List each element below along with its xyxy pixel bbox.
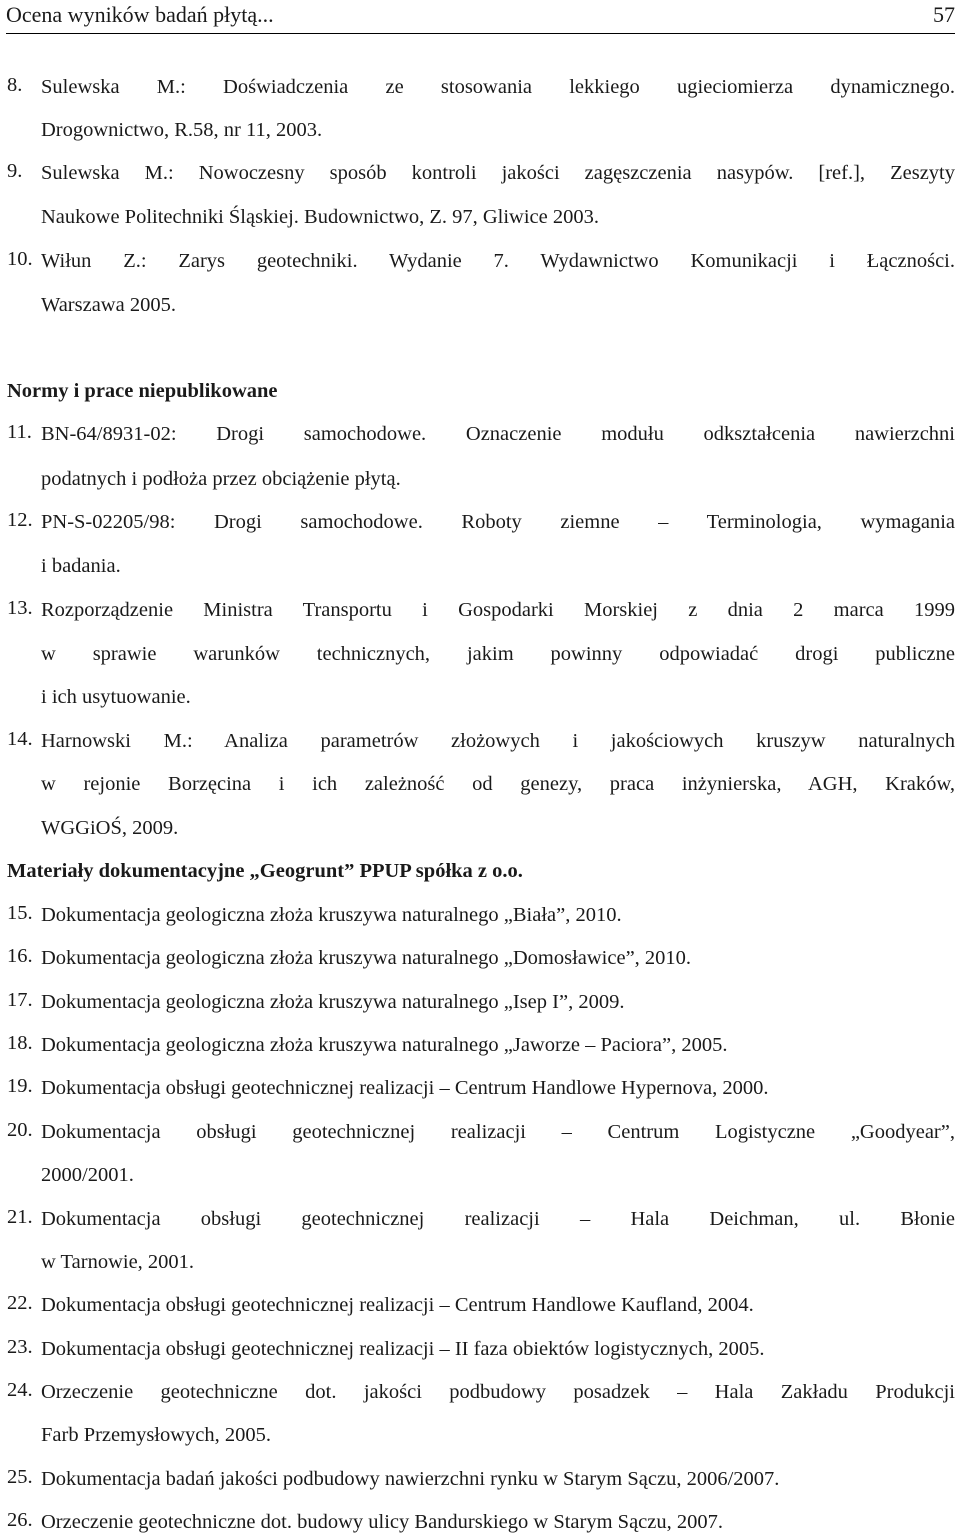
- ref-text-line: podatnych i podłoża przez obciążenie płytą.: [41, 468, 401, 490]
- ref-number: 15.: [7, 902, 33, 924]
- ref-text-line: Dokumentacja obsługi geotechnicznej realizacji – Hala Deichman, ul. Błonie: [41, 1208, 955, 1230]
- ref-text-line: Drogownictwo, R.58, nr 11, 2003.: [41, 119, 323, 141]
- ref-number: 19.: [7, 1075, 33, 1097]
- ref-text-line: i ich usytuowanie.: [41, 686, 191, 708]
- ref-number: 26.: [7, 1509, 33, 1531]
- ref-text-line: Harnowski M.: Analiza parametrów złożowych i jakościowych kruszyw naturalnych: [41, 730, 955, 752]
- ref-text-line: Orzeczenie geotechniczne dot. budowy ulicy Bandurskiego w Starym Sączu, 2007.: [41, 1511, 723, 1533]
- running-title: Ocena wyników badań płytą...: [6, 2, 274, 27]
- ref-text-line: Dokumentacja geologiczna złoża kruszywa naturalnego „Isep I”, 2009.: [41, 991, 625, 1013]
- section-heading-norms: Normy i prace niepublikowane: [7, 380, 278, 402]
- ref-text-line: Dokumentacja geologiczna złoża kruszywa naturalnego „Biała”, 2010.: [41, 904, 622, 926]
- ref-number: 16.: [7, 945, 33, 967]
- section-heading-materials: Materiały dokumentacyjne „Geogrunt” PPUP spółka z o.o.: [7, 860, 523, 882]
- ref-text-line: Dokumentacja obsługi geotechnicznej realizacji – Centrum Handlowe Kaufland, 2004.: [41, 1294, 754, 1316]
- ref-text-line: Dokumentacja geologiczna złoża kruszywa naturalnego „Domosławice”, 2010.: [41, 947, 692, 969]
- ref-text-line: i badania.: [41, 555, 121, 577]
- ref-text-line: Sulewska M.: Nowoczesny sposób kontroli jakości zagęszczenia nasypów. [ref.], Zeszyty: [41, 162, 955, 184]
- ref-number: 8.: [7, 74, 23, 96]
- ref-number: 23.: [7, 1336, 33, 1358]
- ref-text-line: BN-64/8931-02: Drogi samochodowe. Oznaczenie modułu odkształcenia nawierzchni: [41, 423, 955, 445]
- ref-number: 14.: [7, 728, 33, 750]
- ref-number: 20.: [7, 1119, 33, 1141]
- ref-text-line: Sulewska M.: Doświadczenia ze stosowania lekkiego ugieciomierza dynamicznego.: [41, 76, 955, 98]
- ref-text-line: Dokumentacja obsługi geotechnicznej realizacji – Centrum Handlowe Hypernova, 2000.: [41, 1077, 769, 1099]
- ref-number: 18.: [7, 1032, 33, 1054]
- ref-text-line: w rejonie Borzęcina i ich zależność od genezy, praca inżynierska, AGH, Kraków,: [41, 773, 955, 795]
- ref-text-line: w Tarnowie, 2001.: [41, 1251, 195, 1273]
- ref-text-line: WGGiOŚ, 2009.: [41, 817, 179, 839]
- ref-number: 17.: [7, 989, 33, 1011]
- ref-text-line: Wiłun Z.: Zarys geotechniki. Wydanie 7. Wydawnictwo Komunikacji i Łączności.: [41, 250, 955, 272]
- ref-text-line: Dokumentacja obsługi geotechnicznej realizacji – Centrum Logistyczne „Goodyear”,: [41, 1121, 955, 1143]
- ref-text-line: 2000/2001.: [41, 1164, 134, 1186]
- ref-text-line: w sprawie warunków technicznych, jakim powinny odpowiadać drogi publiczne: [41, 643, 955, 665]
- ref-number: 11.: [7, 421, 32, 443]
- page-header: [6, 0, 955, 34]
- ref-text-line: PN-S-02205/98: Drogi samochodowe. Roboty ziemne – Terminologia, wymagania: [41, 511, 955, 533]
- ref-number: 9.: [7, 160, 23, 182]
- ref-text-line: Dokumentacja obsługi geotechnicznej realizacji – II faza obiektów logistycznych, 2005.: [41, 1338, 765, 1360]
- ref-text-line: Dokumentacja geologiczna złoża kruszywa naturalnego „Jaworze – Paciora”, 2005.: [41, 1034, 728, 1056]
- ref-number: 10.: [7, 248, 33, 270]
- ref-text-line: Rozporządzenie Ministra Transportu i Gospodarki Morskiej z dnia 2 marca 1999: [41, 599, 955, 621]
- ref-number: 12.: [7, 509, 33, 531]
- ref-text-line: Farb Przemysłowych, 2005.: [41, 1424, 272, 1446]
- ref-number: 13.: [7, 597, 33, 619]
- ref-text-line: Orzeczenie geotechniczne dot. jakości podbudowy posadzek – Hala Zakładu Produkcji: [41, 1381, 955, 1403]
- ref-number: 21.: [7, 1206, 33, 1228]
- ref-number: 24.: [7, 1379, 33, 1401]
- ref-number: 22.: [7, 1292, 33, 1314]
- ref-text-line: Naukowe Politechniki Śląskiej. Budownictwo, Z. 97, Gliwice 2003.: [41, 206, 599, 228]
- ref-text-line: Warszawa 2005.: [41, 294, 176, 316]
- page-number: 57: [933, 2, 955, 27]
- ref-number: 25.: [7, 1466, 33, 1488]
- ref-text-line: Dokumentacja badań jakości podbudowy nawierzchni rynku w Starym Sączu, 2006/2007.: [41, 1468, 780, 1490]
